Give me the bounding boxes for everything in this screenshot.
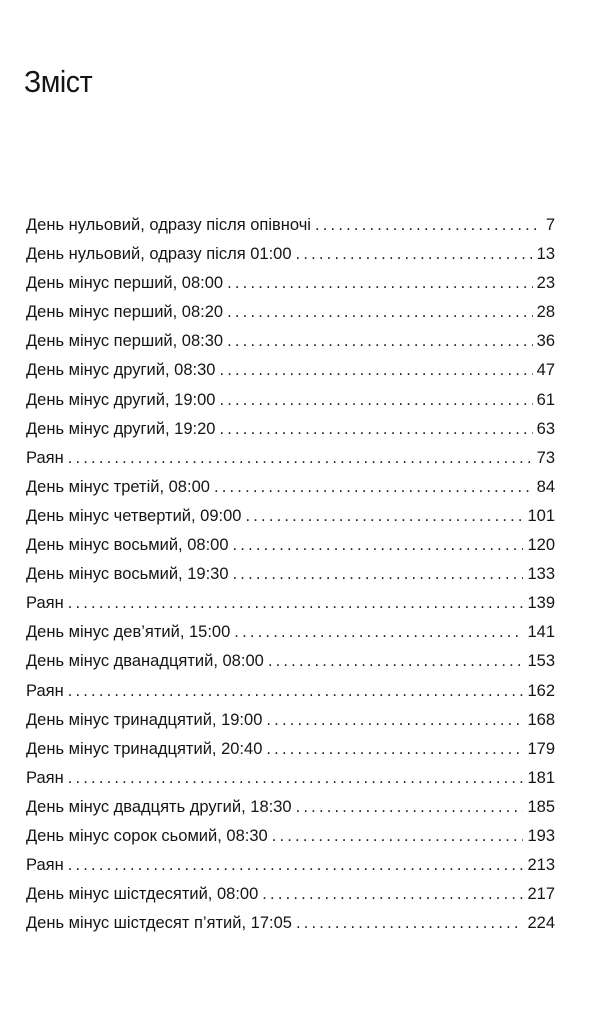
toc-entry[interactable] bbox=[26, 211, 555, 240]
toc-leader-dots bbox=[272, 822, 524, 851]
toc-entry-page-number: 7 bbox=[545, 216, 555, 234]
toc-leader-dots bbox=[68, 444, 533, 473]
toc-entry[interactable] bbox=[26, 851, 555, 880]
toc-leader-dots bbox=[68, 851, 524, 880]
toc-entry-page-number: 63 bbox=[536, 419, 555, 438]
toc-entry[interactable] bbox=[26, 240, 555, 269]
toc-entry-label: День мінус другий, 08:30 bbox=[26, 361, 216, 380]
toc-entry[interactable] bbox=[26, 647, 555, 676]
toc-entry-label: Раян bbox=[26, 594, 64, 613]
toc-leader-dots bbox=[219, 415, 532, 444]
toc-entry-page-number: 217 bbox=[527, 885, 555, 904]
toc-entry-label: Раян bbox=[26, 681, 64, 700]
toc-entry-label: Раян bbox=[26, 856, 64, 875]
toc-leader-dots bbox=[233, 531, 524, 560]
toc-entry[interactable] bbox=[26, 415, 555, 444]
toc-entry-label: Раян bbox=[26, 768, 64, 787]
toc-leader-dots bbox=[266, 706, 523, 735]
toc-entry-label: День мінус тринадцятий, 20:40 bbox=[26, 739, 263, 758]
toc-entry-label: День мінус сорок сьомий, 08:30 bbox=[26, 826, 268, 845]
toc-entry-label: День мінус третій, 08:00 bbox=[26, 477, 210, 496]
toc-entry-page-number: 23 bbox=[536, 274, 555, 293]
toc-entry-page-number: 139 bbox=[527, 594, 555, 613]
toc-entry-label: День мінус дев’ятий, 15:00 bbox=[26, 623, 231, 642]
toc-entry[interactable] bbox=[26, 386, 555, 415]
toc-entry[interactable] bbox=[26, 793, 555, 822]
toc-entry-label: День мінус другий, 19:00 bbox=[26, 390, 216, 409]
toc-entry-label: День мінус восьмий, 19:30 bbox=[26, 565, 229, 584]
toc-leader-dots bbox=[233, 560, 524, 589]
toc-entry-label: День мінус двадцять другий, 18:30 bbox=[26, 797, 292, 816]
toc-entry[interactable] bbox=[26, 356, 555, 385]
toc-entry-page-number: 213 bbox=[527, 856, 555, 875]
toc-entry-page-number: 13 bbox=[536, 245, 555, 264]
toc-entry-page-number: 101 bbox=[527, 506, 555, 525]
toc-entry-label: День мінус восьмий, 08:00 bbox=[26, 536, 229, 555]
toc-entry[interactable] bbox=[26, 444, 555, 473]
toc-entry-label: День мінус шістдесятий, 08:00 bbox=[26, 885, 259, 904]
toc-leader-dots bbox=[68, 677, 524, 706]
toc-entry-page-number: 179 bbox=[527, 739, 555, 758]
toc-entry-label: День мінус четвертий, 09:00 bbox=[26, 506, 242, 525]
toc-entry-label: День мінус перший, 08:30 bbox=[26, 332, 224, 351]
toc-entry[interactable] bbox=[26, 677, 555, 706]
toc-leader-dots bbox=[245, 502, 523, 531]
toc-entry[interactable] bbox=[26, 706, 555, 735]
toc-entry-page-number: 224 bbox=[527, 914, 555, 933]
toc-leader-dots bbox=[296, 909, 524, 938]
toc-entry-page-number: 153 bbox=[527, 652, 555, 671]
toc-leader-dots bbox=[296, 793, 524, 822]
toc-entry-page-number: 181 bbox=[527, 768, 555, 787]
toc-entry[interactable] bbox=[26, 298, 555, 327]
toc-leader-dots bbox=[266, 735, 523, 764]
toc-entry[interactable] bbox=[26, 327, 555, 356]
toc-leader-dots bbox=[227, 327, 533, 356]
toc-entry[interactable] bbox=[26, 822, 555, 851]
toc-entry-page-number: 185 bbox=[527, 797, 555, 816]
toc-entry-label: Раян bbox=[26, 448, 64, 467]
toc-leader-dots bbox=[227, 269, 533, 298]
toc-entry-page-number: 61 bbox=[536, 390, 555, 409]
toc-entry[interactable] bbox=[26, 618, 555, 647]
toc-leader-dots bbox=[219, 386, 532, 415]
toc-leader-dots bbox=[227, 298, 533, 327]
toc-leader-dots bbox=[214, 473, 533, 502]
toc-entry-page-number: 168 bbox=[527, 710, 555, 729]
toc-entry[interactable] bbox=[26, 502, 555, 531]
toc-entry-page-number: 141 bbox=[527, 623, 555, 642]
toc-entry-label: День мінус шістдесят п’ятий, 17:05 bbox=[26, 914, 292, 933]
toc-entry-page-number: 193 bbox=[527, 826, 555, 845]
toc-entry[interactable] bbox=[26, 531, 555, 560]
toc-entry-page-number: 120 bbox=[527, 536, 555, 555]
toc-entry[interactable] bbox=[26, 909, 555, 938]
toc-entry-page-number: 73 bbox=[536, 448, 555, 467]
toc-leader-dots bbox=[262, 880, 523, 909]
toc-leader-dots bbox=[68, 589, 524, 618]
toc-entry-label: День мінус дванадцятий, 08:00 bbox=[26, 652, 264, 671]
toc-entry[interactable] bbox=[26, 589, 555, 618]
toc-entry[interactable] bbox=[26, 764, 555, 793]
toc-entry-page-number: 84 bbox=[536, 477, 555, 496]
toc-entry-page-number: 28 bbox=[536, 303, 555, 322]
toc-entry-page-number: 36 bbox=[536, 332, 555, 351]
table-of-contents bbox=[26, 211, 555, 938]
toc-leader-dots bbox=[315, 211, 537, 240]
toc-entry-label: День мінус перший, 08:20 bbox=[26, 303, 224, 322]
toc-entry[interactable] bbox=[26, 473, 555, 502]
toc-leader-dots bbox=[68, 764, 524, 793]
page-title: Зміст bbox=[24, 64, 93, 99]
toc-entry-label: День нульовий, одразу після опівночі bbox=[26, 216, 311, 234]
toc-entry-label: День нульовий, одразу після 01:00 bbox=[26, 245, 292, 264]
toc-leader-dots bbox=[234, 618, 523, 647]
toc-entry[interactable] bbox=[26, 880, 555, 909]
toc-entry-label: День мінус перший, 08:00 bbox=[26, 274, 224, 293]
toc-entry[interactable] bbox=[26, 560, 555, 589]
toc-leader-dots bbox=[296, 240, 533, 269]
toc-entry[interactable] bbox=[26, 735, 555, 764]
toc-entry-page-number: 133 bbox=[527, 565, 555, 584]
toc-leader-dots bbox=[219, 356, 532, 385]
toc-entry[interactable] bbox=[26, 269, 555, 298]
toc-entry-label: День мінус тринадцятий, 19:00 bbox=[26, 710, 263, 729]
toc-leader-dots bbox=[268, 647, 524, 676]
toc-entry-label: День мінус другий, 19:20 bbox=[26, 419, 216, 438]
toc-entry-page-number: 47 bbox=[536, 361, 555, 380]
toc-entry-page-number: 162 bbox=[527, 681, 555, 700]
